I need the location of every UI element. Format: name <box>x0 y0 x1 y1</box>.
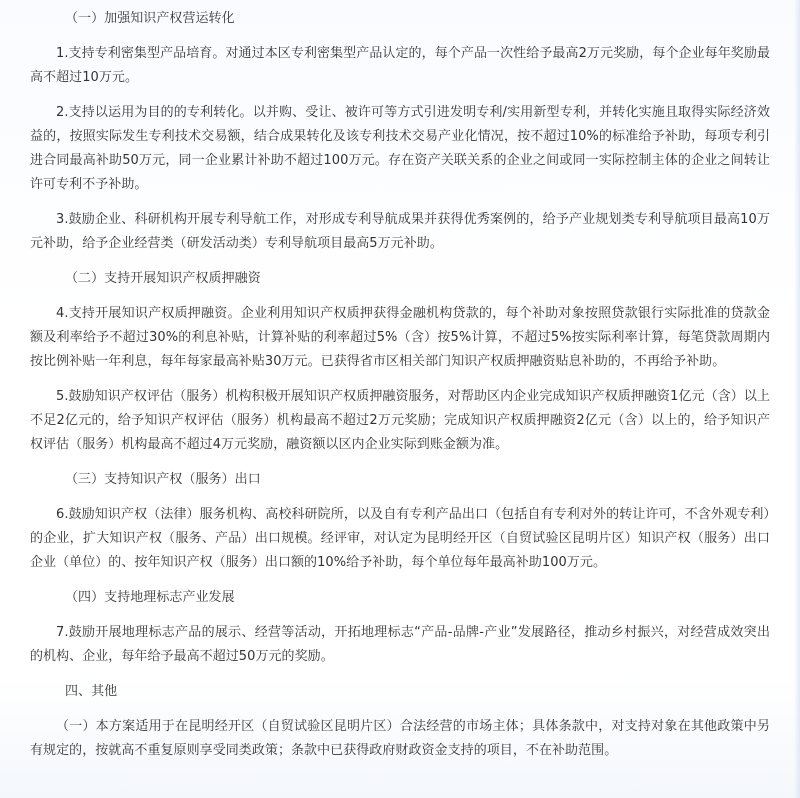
paragraph: 3.鼓励企业、科研机构开展专利导航工作，对形成专利导航成果并获得优秀案例的，给予产业规划类专利导航项目最高10万元补助，给予企业经营类（研发活动类）专利导航项目最高5万元补助。 <box>30 212 770 251</box>
paragraph: 4.支持开展知识产权质押融资。企业利用知识产权质押获得金融机构贷款的，每个补助对象按照贷款银行实际批准的贷款金额及利率给予不超过30%的利息补贴，计算补贴的利率超过5%（含）按5%计算，不超过5%按实际利率计算，每笔贷款周期内按比例补贴一年利息，每年每家最高补贴30万元。已获得省市区相关部门知识产权质押融资贴息补助的，不再给予补助。 <box>30 306 770 369</box>
paragraph: 5.鼓励知识产权评估（服务）机构积极开展知识产权质押融资服务，对帮助区内企业完成知识产权质押融资1亿元（含）以上不足2亿元的，给予知识产权评估（服务）机构最高不超过2万元奖励；完成知识产权质押融资2亿元（含）以上的，给予知识产权评估（服务）机构最高不超过4万元奖励，融资额以区内企业实际到账金额为准。 <box>30 389 770 452</box>
paragraph: 2.支持以运用为目的的专利转化。以并购、受让、被许可等方式引进发明专利/实用新型专利，并转化实施且取得实际经济效益的，按照实际发生专利技术交易额，结合成果转化及该专利技术交易产业化情况，按不超过10%的标准给予补助，每项专利引进合同最高补助50万元，同一企业累计补助不超过100万元。存在资产关联关系的企业之间或同一实际控制主体的企业之间转让许可专利不予补助。 <box>30 105 770 192</box>
paragraph: 1.支持专利密集型产品培育。对通过本区专利密集型产品认定的，每个产品一次性给予最高2万元奖励，每个企业每年奖励最高不超过10万元。 <box>30 46 770 85</box>
paragraph: （一）本方案适用于在昆明经开区（自贸试验区昆明片区）合法经营的市场主体；具体条款中，对支持对象在其他政策中另有规定的，按就高不重复原则享受同类政策；条款中已获得政府财政资金支持的项目，不在补助范围。 <box>30 719 770 758</box>
section-heading: （一）加强知识产权营运转化 <box>65 11 235 26</box>
paragraph: 7.鼓励开展地理标志产品的展示、经营等活动，开拓地理标志“产品-品牌-产业”发展路径，推动乡村振兴，对经营成效突出的机构、企业，每年给予最高不超过50万元的奖励。 <box>30 625 770 664</box>
paragraph: 6.鼓励知识产权（法律）服务机构、高校科研院所，以及自有专利产品出口（包括自有专利对外的转让许可，不含外观专利）的企业，扩大知识产权（服务、产品）出口规模。经评审，对认定为昆明经开区（自贸试验区昆明片区）知识产权（服务）出口企业（单位）的、按年知识产权（服务）出口额的10%给予补助，每个单位每年最高补助100万元。 <box>30 507 770 570</box>
section-heading: 四、其他 <box>65 684 118 699</box>
section-heading: （四）支持地理标志产业发展 <box>65 590 235 605</box>
section-heading: （三）支持知识产权（服务）出口 <box>65 472 261 487</box>
section-heading: （二）支持开展知识产权质押融资 <box>65 271 261 286</box>
